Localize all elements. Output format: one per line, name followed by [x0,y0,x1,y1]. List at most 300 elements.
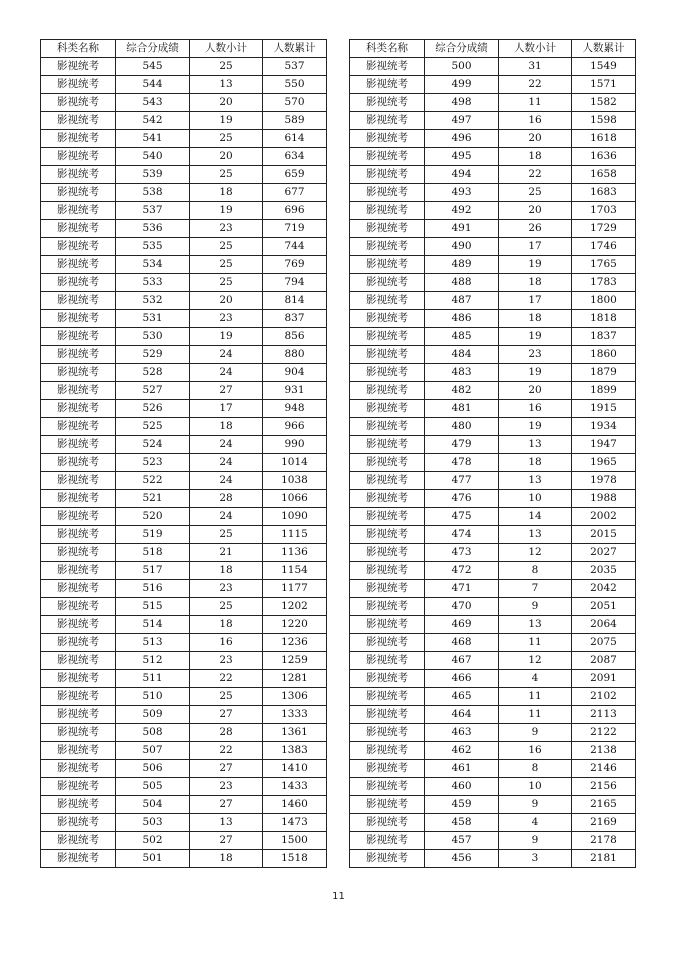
table-row [41,238,327,256]
cell-count: 13 [499,616,572,634]
cell-category: 影视统考 [41,238,116,256]
table-row [350,724,636,742]
cell-score: 501 [116,850,190,868]
table-row [41,742,327,760]
cell-count: 24 [190,436,263,454]
cell-count: 7 [499,580,572,598]
table-row [350,850,636,868]
cell-count: 23 [190,652,263,670]
cell-count: 17 [499,238,572,256]
header-score: 综合分成绩 [425,40,499,58]
cell-category: 影视统考 [350,724,425,742]
cell-score: 475 [425,508,499,526]
cell-category: 影视统考 [41,130,116,148]
cell-score: 473 [425,544,499,562]
cell-category: 影视统考 [41,364,116,382]
table-row [350,256,636,274]
cell-score: 489 [425,256,499,274]
cell-category: 影视统考 [41,850,116,868]
table-row [350,238,636,256]
table-row [41,220,327,238]
cell-cumulative: 2122 [572,724,636,742]
cell-count: 25 [190,274,263,292]
cell-count: 18 [499,454,572,472]
header-count: 人数小计 [190,40,263,58]
cell-count: 20 [190,148,263,166]
cell-cumulative: 1571 [572,76,636,94]
cell-score: 459 [425,796,499,814]
table-row [350,760,636,778]
cell-category: 影视统考 [41,112,116,130]
cell-category: 影视统考 [350,130,425,148]
cell-category: 影视统考 [350,670,425,688]
cell-category: 影视统考 [350,328,425,346]
table-row [350,580,636,598]
cell-count: 16 [499,742,572,760]
cell-cumulative: 1361 [263,724,327,742]
cell-category: 影视统考 [41,76,116,94]
table-header-row [350,40,636,58]
cell-count: 22 [499,76,572,94]
cell-category: 影视统考 [350,742,425,760]
table-row [41,400,327,418]
table-row [41,526,327,544]
cell-cumulative: 2113 [572,706,636,724]
cell-count: 16 [190,634,263,652]
cell-category: 影视统考 [41,706,116,724]
cell-category: 影视统考 [41,166,116,184]
cell-category: 影视统考 [350,346,425,364]
cell-category: 影视统考 [350,688,425,706]
cell-count: 24 [190,472,263,490]
cell-count: 22 [499,166,572,184]
cell-score: 456 [425,850,499,868]
cell-cumulative: 1636 [572,148,636,166]
table-row [350,544,636,562]
cell-count: 26 [499,220,572,238]
cell-cumulative: 1965 [572,454,636,472]
table-row [41,76,327,94]
cell-count: 19 [499,256,572,274]
cell-category: 影视统考 [350,166,425,184]
cell-count: 9 [499,832,572,850]
cell-category: 影视统考 [350,382,425,400]
table-row [41,472,327,490]
cell-cumulative: 1683 [572,184,636,202]
table-row [41,688,327,706]
cell-cumulative: 2165 [572,796,636,814]
cell-category: 影视统考 [41,688,116,706]
cell-count: 22 [190,670,263,688]
cell-cumulative: 1837 [572,328,636,346]
cell-score: 527 [116,382,190,400]
cell-count: 27 [190,832,263,850]
table-row [350,274,636,292]
cell-cumulative: 570 [263,94,327,112]
cell-cumulative: 1978 [572,472,636,490]
table-row [350,418,636,436]
cell-count: 4 [499,670,572,688]
cell-score: 531 [116,310,190,328]
cell-cumulative: 1947 [572,436,636,454]
cell-count: 23 [190,310,263,328]
cell-category: 影视统考 [41,382,116,400]
cell-cumulative: 1598 [572,112,636,130]
table-row [350,220,636,238]
cell-count: 17 [190,400,263,418]
cell-score: 522 [116,472,190,490]
cell-cumulative: 2035 [572,562,636,580]
table-row [350,292,636,310]
cell-score: 545 [116,58,190,76]
table-row [350,148,636,166]
cell-score: 533 [116,274,190,292]
cell-score: 462 [425,742,499,760]
cell-count: 20 [190,94,263,112]
cell-score: 464 [425,706,499,724]
table-row [350,526,636,544]
table-row [41,724,327,742]
cell-category: 影视统考 [41,184,116,202]
cell-cumulative: 1618 [572,130,636,148]
cell-count: 27 [190,382,263,400]
cell-category: 影视统考 [41,832,116,850]
cell-score: 509 [116,706,190,724]
cell-category: 影视统考 [41,796,116,814]
cell-cumulative: 1879 [572,364,636,382]
cell-count: 25 [190,256,263,274]
header-count: 人数小计 [499,40,572,58]
cell-cumulative: 1899 [572,382,636,400]
cell-count: 3 [499,850,572,868]
cell-count: 12 [499,652,572,670]
table-row [350,472,636,490]
table-row [41,490,327,508]
cell-score: 492 [425,202,499,220]
cell-score: 495 [425,148,499,166]
cell-category: 影视统考 [350,616,425,634]
cell-category: 影视统考 [350,814,425,832]
cell-category: 影视统考 [41,310,116,328]
table-row [41,112,327,130]
cell-cumulative: 1783 [572,274,636,292]
cell-count: 20 [499,202,572,220]
cell-cumulative: 1818 [572,310,636,328]
table-row [350,454,636,472]
cell-cumulative: 696 [263,202,327,220]
table-row [41,256,327,274]
cell-count: 25 [190,598,263,616]
cell-count: 9 [499,796,572,814]
table-row [41,310,327,328]
header-cumulative: 人数累计 [572,40,636,58]
cell-count: 9 [499,598,572,616]
cell-cumulative: 2102 [572,688,636,706]
cell-score: 457 [425,832,499,850]
table-row [350,706,636,724]
table-body-left [41,58,327,868]
cell-score: 513 [116,634,190,652]
cell-count: 20 [499,130,572,148]
cell-count: 24 [190,364,263,382]
cell-score: 490 [425,238,499,256]
cell-cumulative: 1703 [572,202,636,220]
cell-score: 536 [116,220,190,238]
cell-count: 19 [190,202,263,220]
table-row [350,508,636,526]
table-row [41,652,327,670]
table-row [350,328,636,346]
cell-cumulative: 1383 [263,742,327,760]
cell-count: 13 [190,814,263,832]
cell-count: 25 [190,130,263,148]
cell-cumulative: 1259 [263,652,327,670]
table-row [41,292,327,310]
cell-cumulative: 1860 [572,346,636,364]
table-row [41,562,327,580]
cell-category: 影视统考 [41,526,116,544]
cell-score: 474 [425,526,499,544]
cell-cumulative: 880 [263,346,327,364]
cell-score: 494 [425,166,499,184]
cell-score: 504 [116,796,190,814]
table-row [41,598,327,616]
table-row [350,832,636,850]
table-row [41,166,327,184]
table-row [350,742,636,760]
cell-score: 458 [425,814,499,832]
cell-cumulative: 2156 [572,778,636,796]
cell-category: 影视统考 [350,202,425,220]
table-row [41,148,327,166]
cell-score: 484 [425,346,499,364]
cell-category: 影视统考 [350,94,425,112]
table-row [41,130,327,148]
cell-count: 23 [190,778,263,796]
table-row [350,490,636,508]
cell-score: 487 [425,292,499,310]
cell-category: 影视统考 [41,436,116,454]
table-row [41,436,327,454]
cell-score: 480 [425,418,499,436]
cell-score: 469 [425,616,499,634]
cell-score: 491 [425,220,499,238]
table-row [41,382,327,400]
cell-score: 535 [116,238,190,256]
table-row [350,796,636,814]
cell-category: 影视统考 [350,544,425,562]
cell-category: 影视统考 [350,472,425,490]
cell-cumulative: 1746 [572,238,636,256]
table-body-right [350,58,636,868]
cell-score: 482 [425,382,499,400]
cell-count: 13 [190,76,263,94]
cell-category: 影视统考 [350,184,425,202]
table-row [41,814,327,832]
table-row [41,94,327,112]
cell-count: 16 [499,112,572,130]
cell-category: 影视统考 [41,598,116,616]
cell-cumulative: 1729 [572,220,636,238]
cell-cumulative: 1090 [263,508,327,526]
table-row [350,76,636,94]
table-row [41,544,327,562]
cell-cumulative: 1988 [572,490,636,508]
header-score: 综合分成绩 [116,40,190,58]
cell-cumulative: 2027 [572,544,636,562]
table-row [350,778,636,796]
cell-score: 526 [116,400,190,418]
table-row [350,94,636,112]
cell-category: 影视统考 [350,274,425,292]
cell-category: 影视统考 [41,472,116,490]
cell-category: 影视统考 [41,616,116,634]
cell-score: 543 [116,94,190,112]
score-table-right [349,39,636,868]
cell-count: 18 [190,184,263,202]
cell-count: 20 [190,292,263,310]
cell-score: 532 [116,292,190,310]
cell-count: 27 [190,796,263,814]
cell-category: 影视统考 [350,526,425,544]
cell-category: 影视统考 [350,580,425,598]
table-row [41,328,327,346]
cell-count: 11 [499,688,572,706]
table-header-row [41,40,327,58]
cell-cumulative: 1038 [263,472,327,490]
cell-category: 影视统考 [350,760,425,778]
cell-category: 影视统考 [41,760,116,778]
table-row [350,346,636,364]
cell-category: 影视统考 [350,454,425,472]
table-row [350,670,636,688]
cell-count: 23 [190,580,263,598]
cell-count: 18 [190,418,263,436]
cell-cumulative: 2091 [572,670,636,688]
cell-count: 19 [499,364,572,382]
cell-score: 467 [425,652,499,670]
cell-score: 534 [116,256,190,274]
cell-category: 影视统考 [41,220,116,238]
cell-count: 13 [499,436,572,454]
cell-category: 影视统考 [41,778,116,796]
cell-count: 19 [190,112,263,130]
cell-cumulative: 2178 [572,832,636,850]
cell-cumulative: 1154 [263,562,327,580]
cell-score: 499 [425,76,499,94]
cell-count: 18 [190,616,263,634]
cell-category: 影视统考 [350,364,425,382]
cell-category: 影视统考 [350,112,425,130]
cell-cumulative: 966 [263,418,327,436]
cell-score: 541 [116,130,190,148]
table-row [350,310,636,328]
cell-count: 28 [190,724,263,742]
score-table-left [40,39,327,868]
cell-cumulative: 1115 [263,526,327,544]
cell-count: 20 [499,382,572,400]
cell-cumulative: 1549 [572,58,636,76]
table-row [350,364,636,382]
table-row [41,274,327,292]
cell-category: 影视统考 [350,634,425,652]
cell-cumulative: 634 [263,148,327,166]
cell-category: 影视统考 [41,724,116,742]
table-row [41,364,327,382]
cell-score: 505 [116,778,190,796]
cell-cumulative: 1518 [263,850,327,868]
cell-score: 521 [116,490,190,508]
cell-score: 503 [116,814,190,832]
cell-count: 28 [190,490,263,508]
cell-score: 518 [116,544,190,562]
cell-count: 25 [190,688,263,706]
cell-category: 影视统考 [350,76,425,94]
table-row [41,508,327,526]
cell-category: 影视统考 [350,418,425,436]
cell-score: 540 [116,148,190,166]
table-row [350,598,636,616]
cell-count: 18 [499,148,572,166]
cell-category: 影视统考 [41,94,116,112]
table-row [350,436,636,454]
cell-score: 514 [116,616,190,634]
cell-count: 19 [190,328,263,346]
cell-cumulative: 1220 [263,616,327,634]
cell-category: 影视统考 [41,58,116,76]
cell-score: 478 [425,454,499,472]
cell-count: 27 [190,706,263,724]
cell-category: 影视统考 [350,796,425,814]
table-row [41,706,327,724]
cell-cumulative: 2138 [572,742,636,760]
cell-count: 13 [499,526,572,544]
table-row [350,634,636,652]
cell-category: 影视统考 [41,256,116,274]
cell-cumulative: 948 [263,400,327,418]
cell-score: 461 [425,760,499,778]
table-row [41,454,327,472]
cell-cumulative: 537 [263,58,327,76]
cell-score: 471 [425,580,499,598]
cell-score: 470 [425,598,499,616]
table-row [41,778,327,796]
cell-count: 25 [499,184,572,202]
table-row [350,814,636,832]
cell-count: 10 [499,490,572,508]
cell-score: 463 [425,724,499,742]
cell-category: 影视统考 [41,400,116,418]
cell-category: 影视统考 [350,220,425,238]
cell-cumulative: 2042 [572,580,636,598]
cell-category: 影视统考 [41,328,116,346]
cell-count: 18 [499,274,572,292]
cell-score: 520 [116,508,190,526]
cell-category: 影视统考 [41,346,116,364]
cell-cumulative: 814 [263,292,327,310]
table-row [41,58,327,76]
cell-score: 523 [116,454,190,472]
table-row [41,346,327,364]
cell-cumulative: 659 [263,166,327,184]
cell-cumulative: 1066 [263,490,327,508]
cell-count: 8 [499,760,572,778]
cell-count: 17 [499,292,572,310]
cell-score: 465 [425,688,499,706]
cell-cumulative: 1333 [263,706,327,724]
cell-cumulative: 2169 [572,814,636,832]
cell-score: 530 [116,328,190,346]
